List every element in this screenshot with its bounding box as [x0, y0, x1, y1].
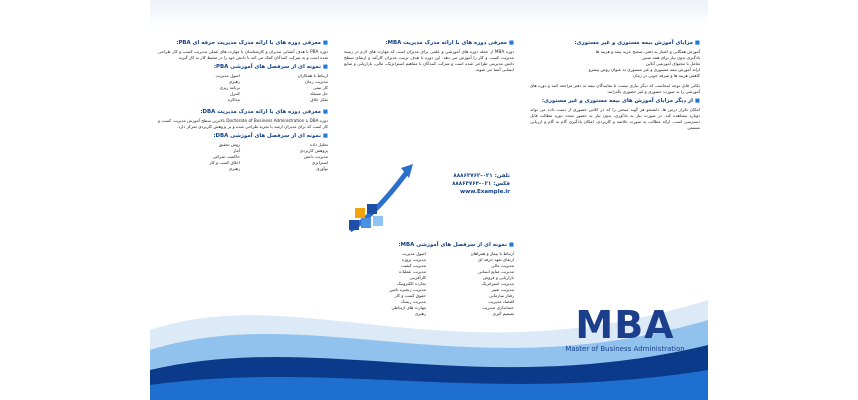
list-item: حاکمیت شرکتی — [212, 154, 240, 159]
list-item: رفتار سازمانی — [489, 293, 514, 298]
section-title-pba: ■ معرفی دوره های با ارائه مدرک مدیریت حرفه ای PBA: — [176, 40, 328, 46]
list-item: استراتژی — [311, 160, 328, 165]
section-title-dba-topics: ■ نمونه ای از سرفصل های آموزشی DBA: — [213, 133, 328, 139]
more-benefits-para: امکان تکرار درس ها، دانشجو هر گونه مبحثی را که در کلاس حضوری از دست داده می تواند دوباره مشاهده کند. در صورت نیاز به یادآوری، بدون نیاز به حضور مجدد دوره مطالب قابل دسترسی است. ارائه مطالب به صورت خلاصه و کاربردی، امکان یادگیری گام به گام و ارزیابی مستمر. — [530, 107, 700, 130]
section-title-mba: ■ معرفی دوره های با ارائه مدرک مدیریت MBA: — [385, 40, 514, 46]
list-item: اصول مدیریت — [215, 73, 240, 78]
list-item: آموزش همگانی و اعتبار به دفتر، صحیح خرید بیمه و هزینه ها — [595, 49, 700, 54]
list-item: حسابداری مدیریت — [482, 305, 514, 310]
list-item: حل مسئله — [310, 91, 328, 96]
section-para-dba: دوره DBA یا Doctorate of Business Administration بالاترین سطح آموزش مدیریت کسب و کار است که برای مدیران ارشد با تجربه طراحی شده و بر پژوهش کاربردی تمرکز دارد. — [158, 118, 328, 129]
section-title-text: معرفی دوره های با ارائه مدرک مدیریت DBA: — [200, 109, 322, 115]
list-item: رهبری — [414, 311, 426, 316]
list-item: نوآوری — [316, 166, 328, 171]
list-item: مدیریت زنجیره تامین — [389, 287, 426, 292]
section-para-pba: دوره PBA با هدف آشنایی مدیران و کارشناسان با مهارت های عملی مدیریت کسب و کار طراحی شده است و به شرکت کنندگان کمک می کند تا دانش خود را در محیط کار به کار گیرند. — [158, 49, 328, 60]
list-item: آمار — [233, 148, 240, 153]
header-band-right — [522, 0, 708, 28]
list-item: اقتصاد مدیریت — [488, 299, 514, 304]
list-item: پژوهش کاربردی — [299, 148, 328, 153]
list-item: مذاکره — [227, 97, 240, 102]
mba-logo — [550, 305, 700, 375]
list-item: حقوق کسب و کار — [394, 293, 426, 298]
list-item: ارتقای تعهد حرفه ای — [478, 257, 514, 262]
list-item: مهارت های ارتباطی — [391, 305, 426, 310]
section-title-text: از دیگر مزایای آموزش های بیمه مستوری و غیر مستوری: — [541, 98, 694, 104]
list-item: اخلاق کسب و کار — [209, 160, 240, 165]
section-title-benefits: ■ مزایای آموزش بیمه مستوری و غیر مستوری: — [574, 40, 700, 46]
list-item: مدیریت پروژه — [401, 257, 426, 262]
list-item: مدیریت عملیات — [398, 269, 426, 274]
list-item: بازاریابی و فروش — [483, 275, 514, 280]
list-item: تجارت الکترونیک — [397, 281, 426, 286]
list-item: کنترل — [230, 91, 240, 96]
section-title-text: نمونه ای از سرفصل های آموزشی MBA: — [398, 242, 508, 248]
section-title-more-benefits: ■ از دیگر مزایای آموزش های بیمه مستوری و غیر مستوری: — [541, 98, 700, 104]
list-item: رهبری — [228, 166, 240, 171]
pba-topics-col1 — [246, 73, 328, 103]
list-item: تصمیم گیری — [492, 311, 514, 316]
list-item: رهبری — [228, 79, 240, 84]
section-title-text: معرفی دوره های با ارائه مدرک مدیریت MBA: — [385, 40, 508, 46]
list-item: مدیریت منابع انسانی — [477, 269, 514, 274]
contact-block — [400, 172, 510, 196]
list-item: تحلیل داده — [309, 142, 328, 147]
list-item: کار تیمی — [313, 85, 328, 90]
contact-phone: تلفن: ۰۲۱-۸۸۸۶۳۷۶۲ — [453, 173, 510, 179]
list-item: کاهش هزینه ها و صرفه جویی در زمان — [633, 73, 700, 78]
contact-fax: فکس: ۰۲۱-۸۸۸۶۳۷۶۴ — [452, 181, 510, 187]
benefits-list — [530, 49, 700, 79]
list-item: مدیریت زمان — [304, 79, 328, 84]
dba-topics — [158, 142, 328, 176]
mba-logo-text: MBA — [575, 303, 675, 347]
dba-topics-col2 — [158, 142, 240, 172]
list-item: مدیریت مالی — [491, 263, 514, 268]
list-item: مدیریت استراتژیک — [481, 281, 514, 286]
brochure — [150, 0, 708, 400]
list-item: ارتباط با همکاران — [297, 73, 328, 78]
list-item: مدیریت ریسک — [400, 299, 426, 304]
section-title-dba: ■ معرفی دوره های با ارائه مدرک مدیریت DBA: — [200, 109, 328, 115]
section-para-mba: دوره MBA از جمله دوره های آموزشی و علمی برای مدیران است که مهارت های لازم در زمینه مدیریت کسب و کار را آموزش می دهد. این دوره با هدف تربیت مدیران کارآمد و ارتقای سطح دانش مدیریتی طراحی شده است و شرکت کنندگان با مفاهیم استراتژیک، مالی، بازاریابی و منابع انسانی آشنا می شوند. — [344, 49, 514, 72]
contact-site[interactable]: www.Example.ir — [460, 189, 510, 195]
section-title-pba-topics: ■ نمونه ای از سرفصل های آموزشی PBA: — [213, 64, 328, 70]
section-title-text: نمونه ای از سرفصل های آموزشی DBA: — [213, 133, 322, 139]
list-item: اصول مدیریت — [401, 251, 426, 256]
benefits-para: نکاتی قابل توجه اینجاست که دیگر نیازی نیست تا نمایندگان بیمه به دفتر مراجعه کنند و دوره های آموزشی را به صورت حضوری و غیر حضوری بگذرانند. — [530, 83, 700, 94]
section-title-text: مزایای آموزش بیمه مستوری و غیر مستوری: — [574, 40, 694, 46]
list-item: تعامل با محتوای آموزشی آنلاین — [645, 61, 700, 66]
list-item: مدیریت دانش — [303, 154, 328, 159]
pba-topics-col2 — [158, 73, 240, 103]
section-title-text: معرفی دوره های با ارائه مدرک مدیریت حرفه ای PBA: — [176, 40, 322, 46]
mba-logo-subtitle: Master of Business Administration — [565, 345, 685, 353]
dba-topics-col1 — [246, 142, 328, 172]
list-item: ارائه آموزش بیمه مستوری و غیر مستوری به عنوان روش پیشرو — [588, 67, 700, 72]
list-item: ارتباط با بیمار و همراهان — [470, 251, 514, 256]
section-title-mba-topics: ■ نمونه ای از سرفصل های آموزشی MBA: — [398, 242, 514, 248]
list-item: تفکر خلاق — [310, 97, 328, 102]
list-item: روش تحقیق — [218, 142, 240, 147]
section-title-text: نمونه ای از سرفصل های آموزشی PBA: — [213, 64, 322, 70]
pba-topics — [158, 73, 328, 107]
list-item: کارآفرینی — [409, 275, 426, 280]
list-item: برنامه ریزی — [219, 85, 240, 90]
header-band-left — [150, 0, 336, 28]
list-item: یادگیری بدون نیاز برای همه سنین — [641, 55, 700, 60]
header-band-middle — [336, 0, 522, 28]
list-item: مدیریت کیفیت — [400, 263, 426, 268]
list-item: مدیریت تغییر — [491, 287, 514, 292]
